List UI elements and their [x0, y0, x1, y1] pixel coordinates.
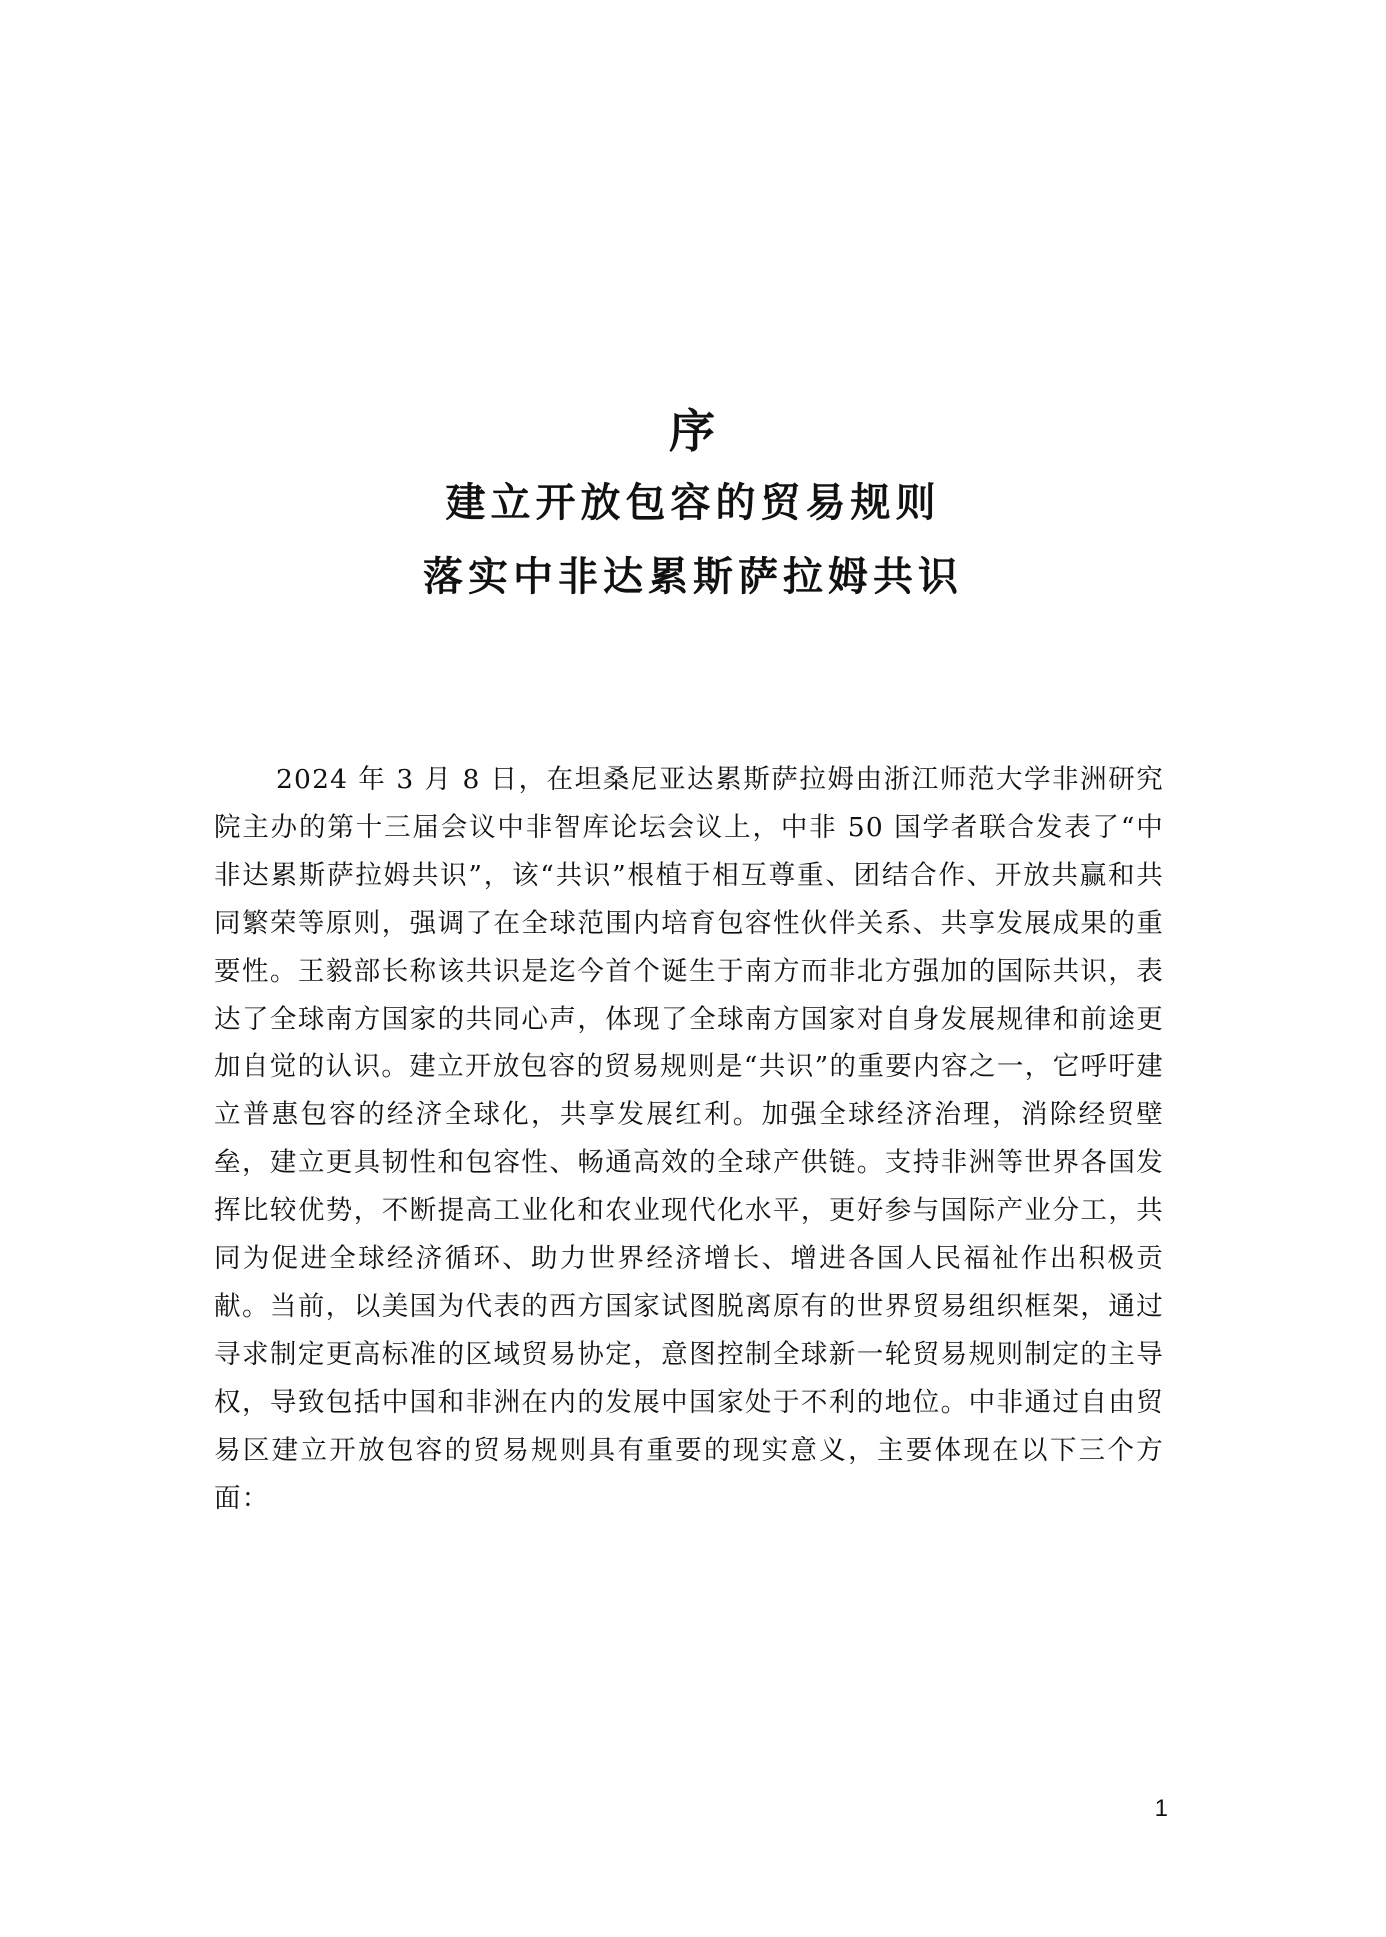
body-paragraph: 2024 年 3 月 8 日，在坦桑尼亚达累斯萨拉姆由浙江师范大学非洲研究院主办的第十三届会议中非智库论坛会议上，中非 50 国学者联合发表了“中非达累斯萨拉姆共识”，该“共识”根植于相互尊重、团结合作、开放共赢和共同繁荣等原则，强调了在全球范围内培育包容性伙伴关系、共享发展成果的重要性。王毅部长称该共识是迄今首个诞生于南方而非北方强加的国际共识，表达了全球南方国家的共同心声，体现了全球南方国家对自身发展规律和前途更加自觉的认识。建立开放包容的贸易规则是“共识”的重要内容之一，它呼吁建立普惠包容的经济全球化，共享发展红利。加强全球经济治理，消除经贸壁垒，建立更具韧性和包容性、畅通高效的全球产供链。支持非洲等世界各国发挥比较优势，不断提高工业化和农业现代化水平，更好参与国际产业分工，共同为促进全球经济循环、助力世界经济增长、增进各国人民福祉作出积极贡献。当前，以美国为代表的西方国家试图脱离原有的世界贸易组织框架，通过寻求制定更高标准的区域贸易协定，意图控制全球新一轮贸易规则制定的主导权，导致包括中国和非洲在内的发展中国家处于不利的地位。中非通过自由贸易区建立开放包容的贸易规则具有重要的现实意义，主要体现在以下三个方面： — [214, 764, 1164, 1514]
page-number: 1 — [1154, 1795, 1168, 1822]
chapter-heading — [0, 402, 1386, 602]
chapter-title-line-1: 建立开放包容的贸易规则 — [445, 480, 941, 526]
preface-mark: 序 — [669, 404, 717, 458]
chapter-title-line-2: 落实中非达累斯萨拉姆共识 — [423, 554, 963, 600]
